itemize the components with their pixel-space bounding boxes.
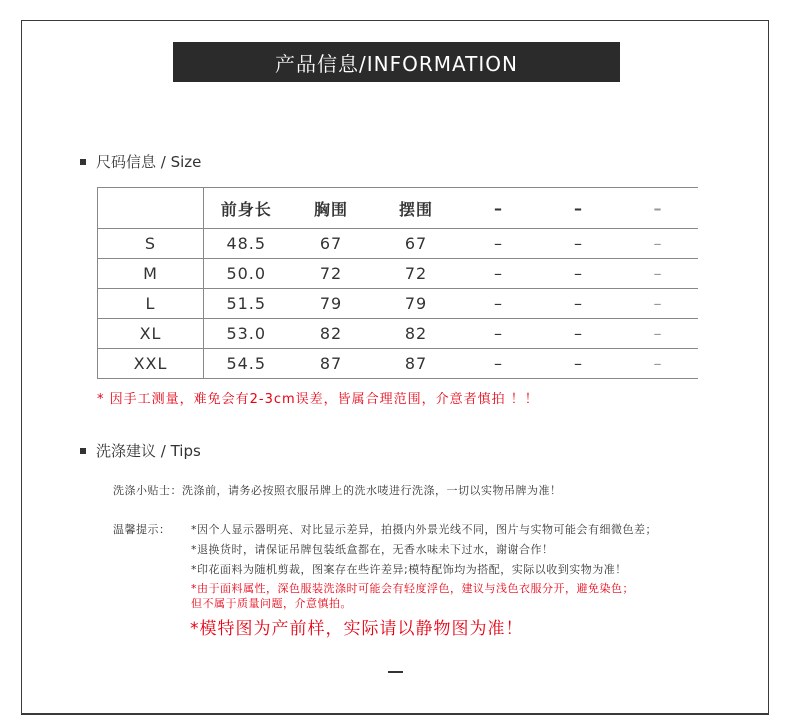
table-row — [98, 349, 698, 379]
table-cell: – — [539, 229, 619, 259]
header-cell: 前身长 — [204, 188, 289, 229]
header-cell: 胸围 — [289, 188, 374, 229]
tips-heading-text: 洗涤建议 / Tips — [96, 442, 201, 460]
table-cell: 87 — [374, 349, 459, 379]
table-cell: – — [619, 229, 698, 259]
size-label: L — [98, 289, 204, 319]
table-cell: – — [619, 289, 698, 319]
wash-tip-label: 洗涤小贴士： — [113, 484, 182, 497]
banner-title: 产品信息/INFORMATION — [275, 51, 518, 76]
table-cell: – — [539, 319, 619, 349]
reminder-line: *印花面料为随机剪裁，图案存在些许差异;模特配饰均为搭配，实际以收到实物为准！ — [191, 563, 627, 576]
reminder-line: *因个人显示器明亮、对比显示差异，拍摄内外景光线不同，图片与实物可能会有细微色差； — [191, 523, 657, 536]
size-section-heading — [80, 151, 201, 172]
table-cell: 54.5 — [204, 349, 289, 379]
table-row — [98, 289, 698, 319]
table-cell: 51.5 — [204, 289, 289, 319]
wash-tip — [113, 482, 562, 498]
bullet-icon — [80, 159, 86, 165]
info-banner — [173, 42, 620, 82]
measurement-note: * 因手工测量，难免会有2-3cm误差，皆属合理范围，介意者慎拍 ！！ — [97, 392, 539, 407]
reminder-red-line: 但不属于质量问题，介意慎拍。 — [191, 597, 352, 610]
table-cell: 79 — [374, 289, 459, 319]
table-cell: – — [539, 289, 619, 319]
size-label: M — [98, 259, 204, 289]
table-cell: – — [459, 229, 539, 259]
table-cell: 72 — [289, 259, 374, 289]
table-row — [98, 229, 698, 259]
table-cell: – — [619, 259, 698, 289]
reminder-label: 温馨提示： — [113, 523, 171, 536]
table-cell: – — [459, 319, 539, 349]
table-cell: – — [539, 259, 619, 289]
tips-section-heading — [80, 440, 201, 461]
table-cell: – — [459, 259, 539, 289]
table-cell: 50.0 — [204, 259, 289, 289]
table-cell: – — [619, 349, 698, 379]
size-table — [97, 187, 698, 379]
table-cell: – — [459, 349, 539, 379]
end-divider — [388, 671, 403, 673]
header-cell: – — [619, 188, 698, 229]
size-heading-text: 尺码信息 / Size — [96, 153, 202, 171]
table-cell: 48.5 — [204, 229, 289, 259]
table-cell: 53.0 — [204, 319, 289, 349]
table-cell: – — [619, 319, 698, 349]
table-cell: 67 — [374, 229, 459, 259]
size-table-header — [98, 188, 698, 229]
reminder-line: *退换货时，请保证吊牌包装纸盒都在，无香水味未下过水，谢谢合作！ — [191, 543, 554, 556]
table-cell: 82 — [374, 319, 459, 349]
table-cell: 67 — [289, 229, 374, 259]
table-cell: 79 — [289, 289, 374, 319]
model-image-note: *模特图为产前样，实际请以静物图为准！ — [190, 619, 524, 639]
size-label: XXL — [98, 349, 204, 379]
header-cell — [98, 188, 204, 229]
size-label: XL — [98, 319, 204, 349]
reminder-red-line: *由于面料属性，深色服装洗涤时可能会有轻度浮色，建议与浅色衣服分开，避免染色； — [191, 582, 634, 595]
wash-tip-text: 洗涤前，请务必按照衣服吊牌上的洗水唛进行洗涤，一切以实物吊牌为准！ — [182, 484, 562, 497]
header-cell: – — [459, 188, 539, 229]
table-cell: 87 — [289, 349, 374, 379]
table-row — [98, 259, 698, 289]
header-cell: – — [539, 188, 619, 229]
bullet-icon — [80, 448, 86, 454]
header-cell: 摆围 — [374, 188, 459, 229]
table-cell: – — [459, 289, 539, 319]
table-cell: 72 — [374, 259, 459, 289]
table-cell: – — [539, 349, 619, 379]
table-row — [98, 319, 698, 349]
table-cell: 82 — [289, 319, 374, 349]
size-label: S — [98, 229, 204, 259]
